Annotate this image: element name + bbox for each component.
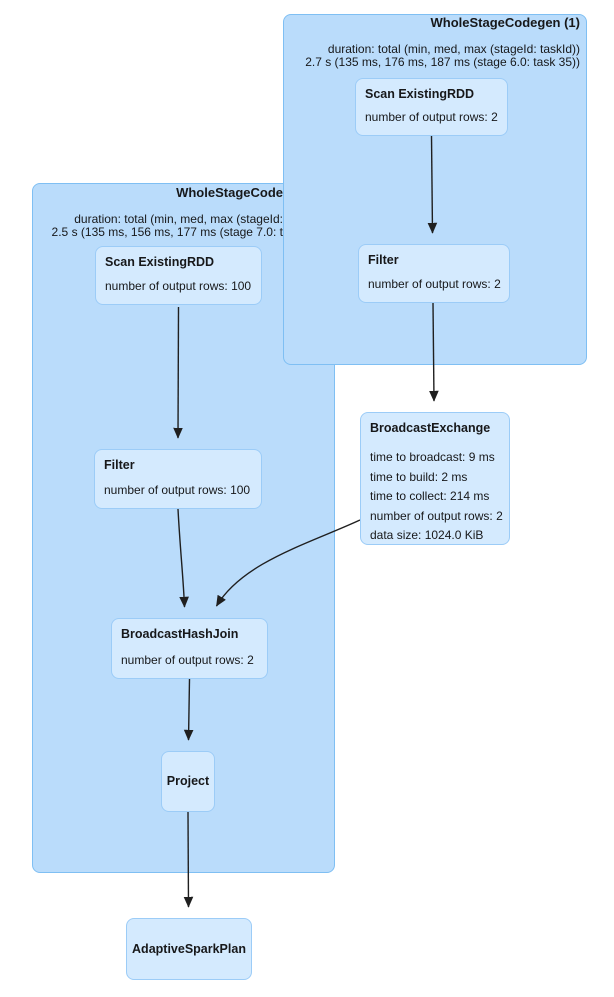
node-title: Filter — [104, 458, 135, 472]
metric-output-rows: number of output rows: 2 — [370, 508, 503, 523]
node-metrics — [370, 448, 501, 546]
cluster-left-duration-line1: duration: total (min, med, max (stageId: — [74, 212, 283, 226]
edge-filter2-bhj — [178, 509, 185, 607]
edge-scan1-filter1 — [432, 136, 433, 233]
node-title: Project — [166, 774, 210, 788]
metric-time-to-collect: time to collect: 214 ms — [370, 489, 490, 503]
node-broadcastexchange — [360, 412, 510, 545]
metric-time-to-broadcast: time to broadcast: 9 ms — [370, 450, 495, 464]
node-title: Filter — [368, 253, 399, 267]
node-metric: number of output rows: 100 — [105, 279, 252, 293]
edge-scan2-filter2 — [178, 307, 179, 438]
metric-time-to-build: time to build: 2 ms — [370, 469, 468, 484]
edge-filter1-bexchange — [433, 303, 434, 401]
node-metric: number of output rows: 2 — [365, 110, 498, 124]
edge-bexchange-bhj — [217, 520, 361, 606]
cluster-left-duration-line2: 2.5 s (135 ms, 156 ms, 177 ms (stage 7.0: t — [51, 225, 283, 239]
node-metric: number of output rows: 100 — [104, 483, 251, 497]
node-scan-existingrdd-1 — [355, 78, 508, 136]
node-project — [161, 751, 215, 812]
node-filter-1 — [358, 244, 510, 303]
node-title: Scan ExistingRDD — [365, 87, 475, 101]
node-title: BroadcastExchange — [370, 421, 491, 435]
edge-bhj-project — [189, 679, 190, 740]
node-broadcasthashjoin — [111, 618, 268, 679]
cluster-left-title: WholeStageCode — [176, 185, 283, 200]
node-title: BroadcastHashJoin — [121, 627, 239, 641]
node-scan-existingrdd-2 — [95, 246, 262, 305]
node-filter-2 — [94, 449, 262, 509]
metric-data-size: data size: 1024.0 KiB — [370, 528, 484, 542]
cluster-right-title: WholeStageCodegen (1) — [430, 15, 580, 30]
node-adaptivesparkplan — [126, 918, 252, 980]
cluster-right-duration-line1: duration: total (min, med, max (stageId: taskId)) — [327, 42, 580, 56]
cluster-right-duration-line2: 2.7 s (135 ms, 176 ms, 187 ms (stage 6.0: task 35)) — [305, 55, 580, 69]
node-title: AdaptiveSparkPlan — [132, 941, 246, 956]
node-metric: number of output rows: 2 — [121, 653, 254, 667]
node-metric: number of output rows: 2 — [368, 277, 501, 291]
node-title: Scan ExistingRDD — [105, 255, 215, 269]
edge-project-asp — [188, 812, 189, 907]
